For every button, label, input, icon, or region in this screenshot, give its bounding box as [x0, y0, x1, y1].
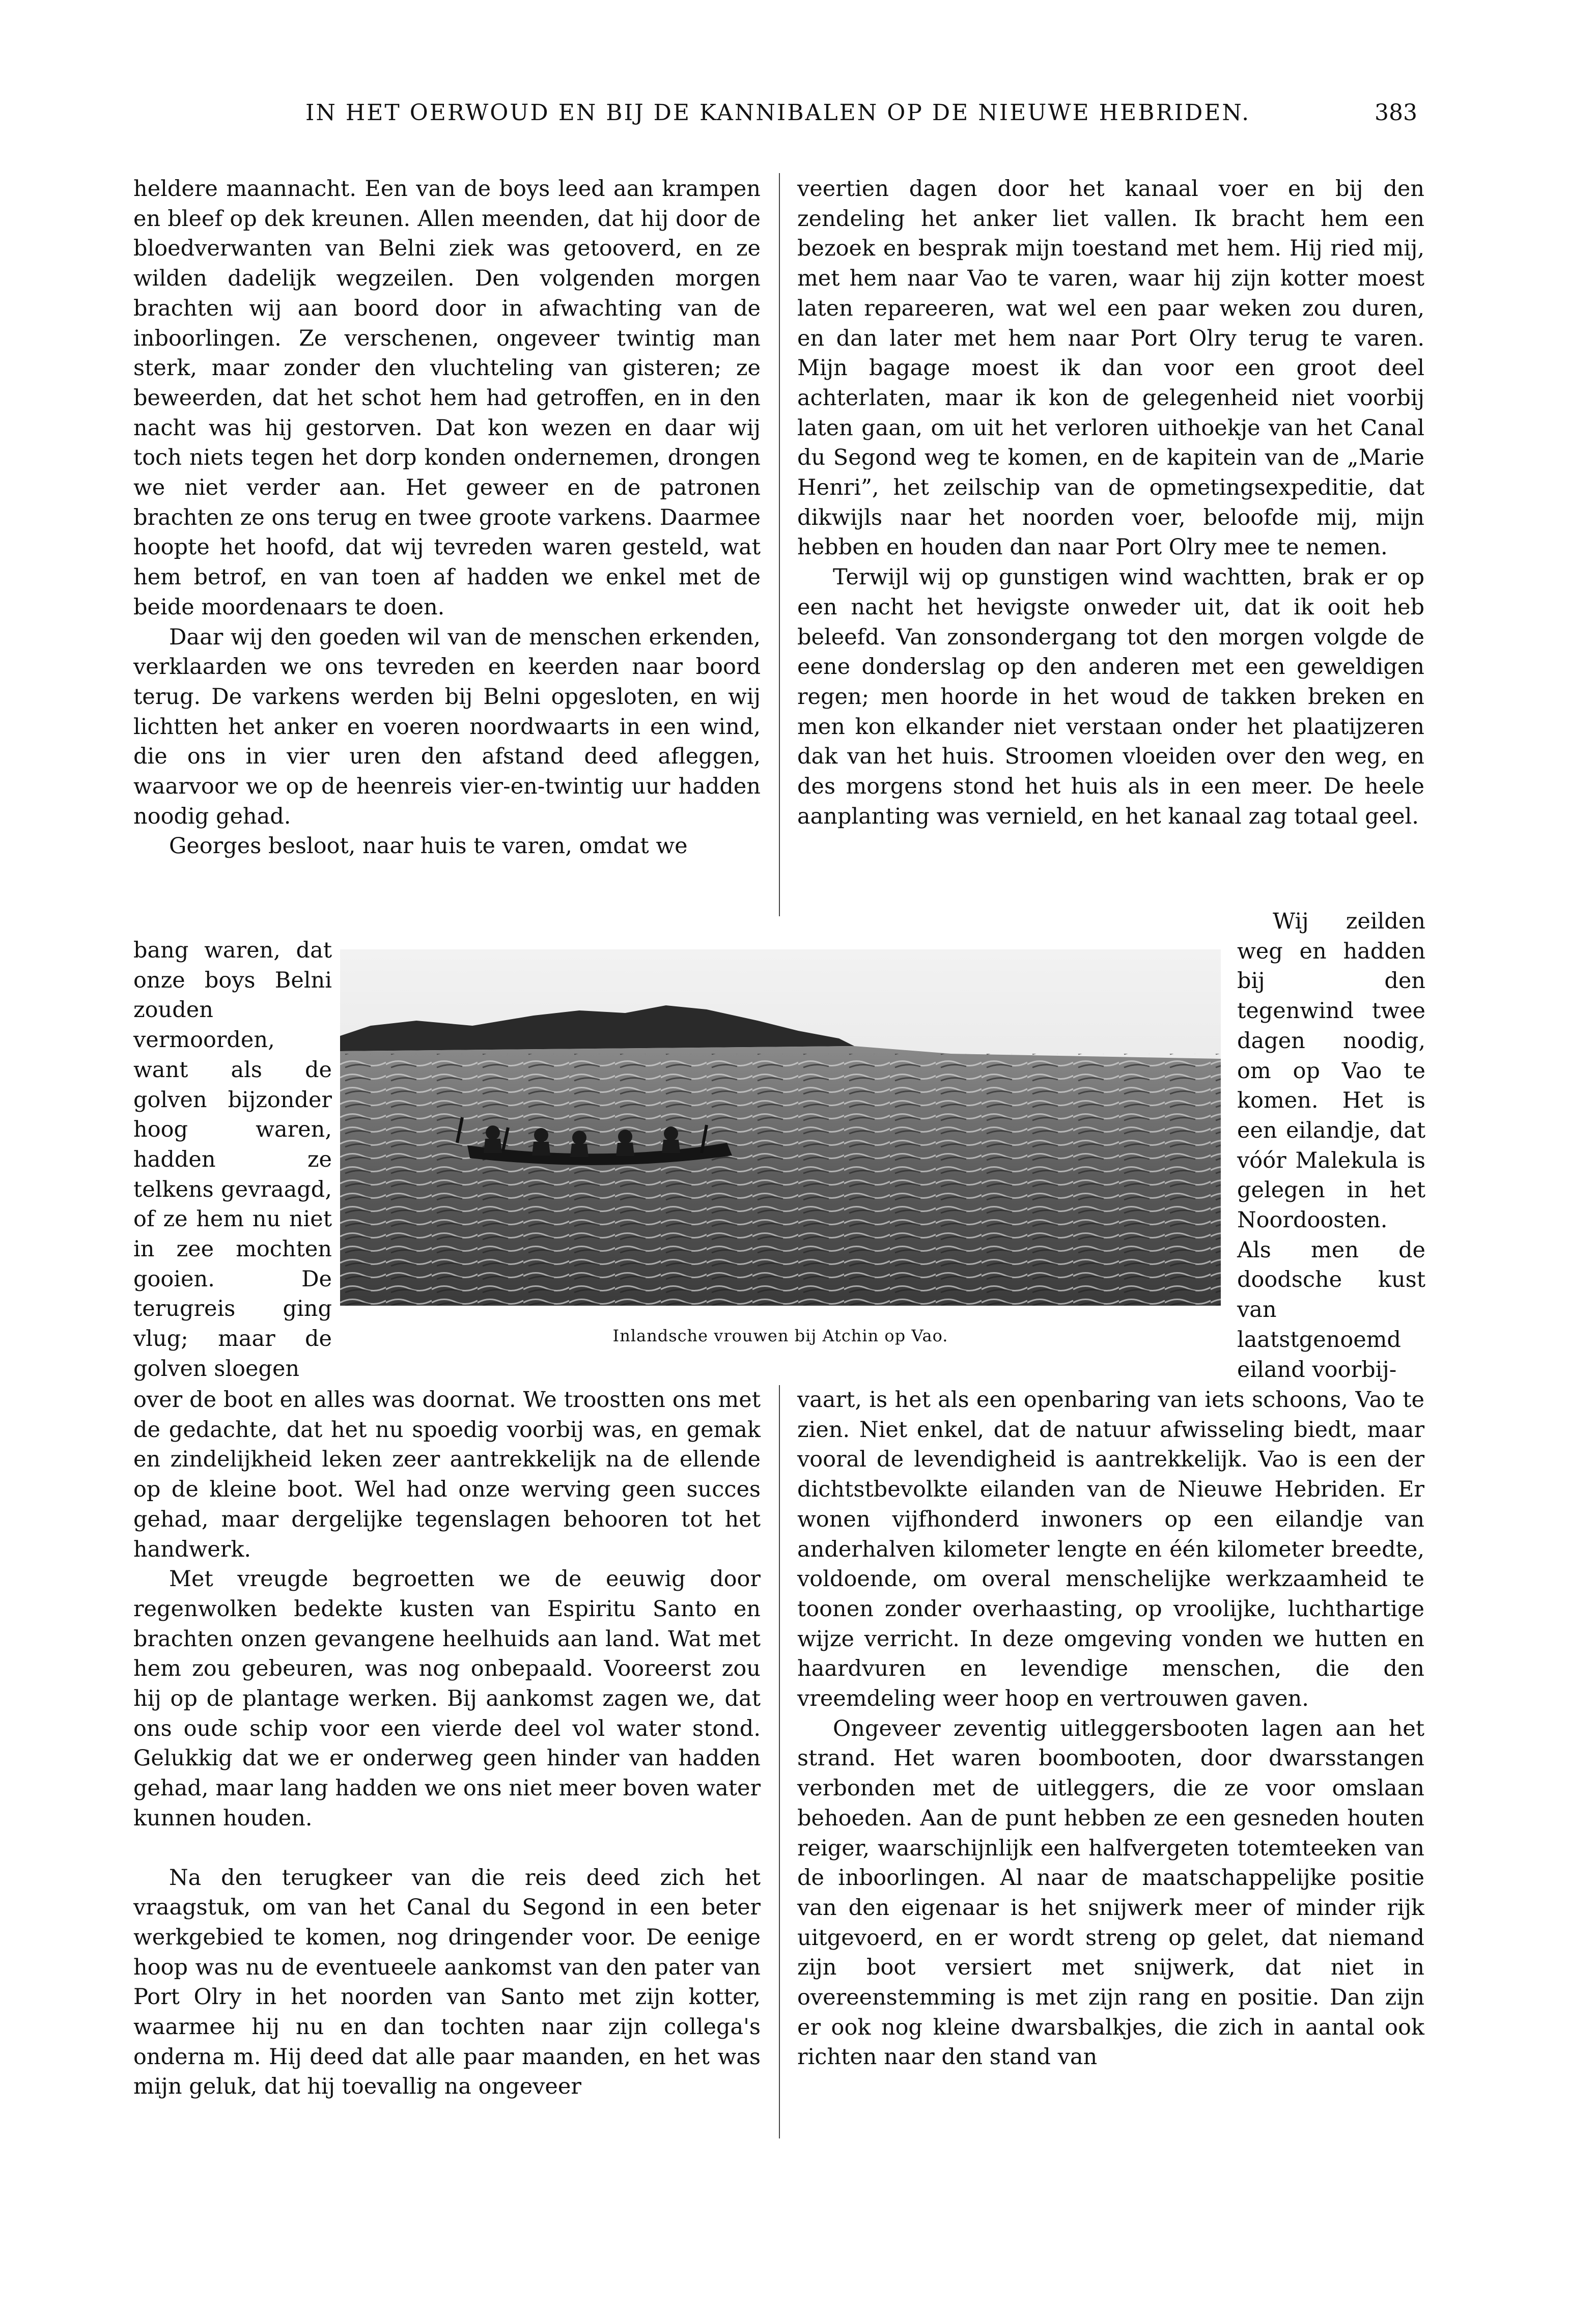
paragraph: veertien dagen door het kanaal voer en bij den zendeling het anker liet vallen. Ik bracht hem een bezoek en besprak mijn toestand met hem. Hij ried mij, met hem naar Vao te varen, waar hij zijn kotter moest laten repareeren, wat wel een paar weken zou duren, en dan later met hem naar Port Olry terug te varen. Mijn bagage moest ik dan voor een groot deel achterlaten, maar ik kon de gelegenheid niet voorbij laten gaan, om uit het verloren uithoekje van het Canal du Segond weg te komen, en de kapitein van de „Marie Henri”, het zeilschip van de opmetingsexpeditie, dat dikwijls naar het noorden voer, beloofde mij, mijn hebben en houden dan naar Port Olry mee te nemen.	[797, 176, 1424, 560]
paragraph: Georges besloot, naar huis te varen, omdat we	[169, 833, 688, 859]
figure-caption: Inlandsche vrouwen bij Atchin op Vao.	[612, 1326, 948, 1345]
left-column-wrap	[133, 936, 332, 1384]
paragraph: Ongeveer zeventig uitleggersbooten lagen aan het strand. Het waren boombooten, door dwarsstangen verbonden met de uitleggers, die ze voor omslaan behoeden. Aan de punt hebben ze een gesneden houten reiger, waarschijnlijk een halfvergeten totemteeken van de inboorlingen. Al naar de maatschappelijke positie van den eigenaar is het snijwerk meer of minder rijk uitgevoerd, en er wordt streng op gelet, dat niemand zijn boot versiert met snijwerk, dat niet in overeenstemming is met zijn rang en positie. Dan zijn er ook nog kleine dwarsbalkjes, die zich in aantal ook richten naar den stand van	[797, 1715, 1424, 2070]
right-column-top	[797, 174, 1424, 831]
right-column-bottom	[797, 1385, 1424, 2072]
right-column-wrap	[1237, 907, 1425, 1385]
photo-canoe-at-sea	[340, 949, 1221, 1306]
paragraph: heldere maannacht. Een van de boys leed aan krampen en bleef op dek kreunen. Allen meenden, dat hij door de bloedverwanten van Belni ziek was getooverd, en ze wilden dadelijk wegzeilen. Den volgenden morgen brachten wij aan boord door in afwachting van de inboorlingen. Ze verschenen, ongeveer twintig man sterk, maar zonder den vluchteling van gisteren; ze beweerden, dat het schot hem had getroffen, en in den nacht was hij gestorven. Dat kon wezen en daar wij toch niets tegen het dorp konden ondernemen, drongen we niet verder aan. Het geweer en de patronen brachten ze ons terug en twee groote varkens. Daarmee hoopte het hoofd, dat wij tevreden waren gesteld, wat hem betrof, en van toen af hadden we enkel met de beide moordenaars te doen.	[133, 176, 761, 620]
paragraph: Met vreugde begroetten we de eeuwig door regenwolken bedekte kusten van Espiritu Santo en brachten onzen gevangene heelhuids aan land. Wat met hem zou gebeuren, was nog onbepaald. Vooreerst zou hij op de plantage werken. Bij aankomst zagen we, dat ons oude schip voor een vierde deel vol water stond. Gelukkig dat we er onderweg geen hinder van hadden gehad, maar lang hadden we ons niet meer boven water kunnen houden.	[133, 1566, 761, 1831]
left-column-top	[133, 174, 761, 861]
column-divider-top	[779, 173, 780, 916]
paragraph: Terwijl wij op gunstigen wind wachtten, brak er op een nacht het hevigste onweder uit, dat ik ooit heb beleefd. Van zonsondergang tot den morgen volgde de eene donderslag op den anderen met een geweldigen regen; men hoorde in het woud de takken breken en men kon elkander niet verstaan onder het plaatijzeren dak van het huis. Stroomen vloeiden over den weg, en des morgens stond het huis als in een meer. De heele aanplanting was vernield, en het kanaal zag totaal geel.	[797, 565, 1424, 829]
paragraph: Wij zeilden weg en hadden bij den tegenwind twee dagen noodig, om op Vao te komen. Het is een eilandje, dat vóór Malekula is gelegen in het Noordoosten. Als men de doodsche kust van laatstgenoemd eiland voorbij-	[1237, 909, 1425, 1383]
paragraph: Na den terugkeer van die reis deed zich het vraagstuk, om van het Canal du Segond in een beter werkgebied te komen, nog dringender voor. De eenige hoop was nu de eventueele aankomst van den pater van Port Olry in het noorden van Santo met zijn kotter, waarmee hij nu en dan tochten naar zijn collega's onderna m. Hij deed dat alle paar maanden, en het was mijn geluk, dat hij toevallig na ongeveer	[133, 1865, 761, 2100]
paragraph: bang waren, dat onze boys Belni zouden vermoorden, want als de golven bijzonder hoog waren, hadden ze telkens gevraagd, of ze hem nu niet in zee mochten gooien. De terugreis ging vlug; maar de golven sloegen	[133, 938, 332, 1382]
left-column-bottom	[133, 1385, 761, 2102]
column-divider-bottom	[779, 1385, 780, 2138]
photo-image	[340, 949, 1221, 1306]
paragraph: vaart, is het als een openbaring van iets schoons, Vao te zien. Niet enkel, dat de natuur afwisseling biedt, maar vooral de levendigheid is aantrekkelijk. Vao is een der dichtstbevolkte eilanden van de Nieuwe Hebriden. Er wonen vijfhonderd inwoners op een eilandje van anderhalven kilometer lengte en één kilometer breedte, voldoende, om overal menschelijke werkzaamheid te toonen zonder overhaasting, op vroolijke, luchthartige wijze verricht. In deze omgeving vonden we hutten en haardvuren en levendige menschen, die den vreemdeling weer hoop en vertrouwen gaven.	[797, 1387, 1424, 1712]
running-header: IN HET OERWOUD EN BIJ DE KANNIBALEN OP DE NIEUWE HEBRIDEN.	[305, 100, 1251, 126]
page-number: 383	[1375, 100, 1417, 126]
paragraph: Daar wij den goeden wil van de menschen erkenden, verklaarden we ons tevreden en keerden naar boord terug. De varkens werden bij Belni opgesloten, en wij lichtten het anker en voeren noordwaarts in een wind, die ons in vier uren den afstand deed afleggen, waarvoor we op de heenreis vier-en-twintig uur hadden noodig gehad.	[133, 624, 761, 829]
paragraph: over de boot en alles was doornat. We troostten ons met de gedachte, dat het nu spoedig voorbij was, en gemak en zindelijkheid leken zeer aantrekkelijk na de ellende op de kleine boot. Wel had onze werving geen succes gehad, maar dergelijke tegenslagen behooren tot het handwerk.	[133, 1387, 761, 1562]
